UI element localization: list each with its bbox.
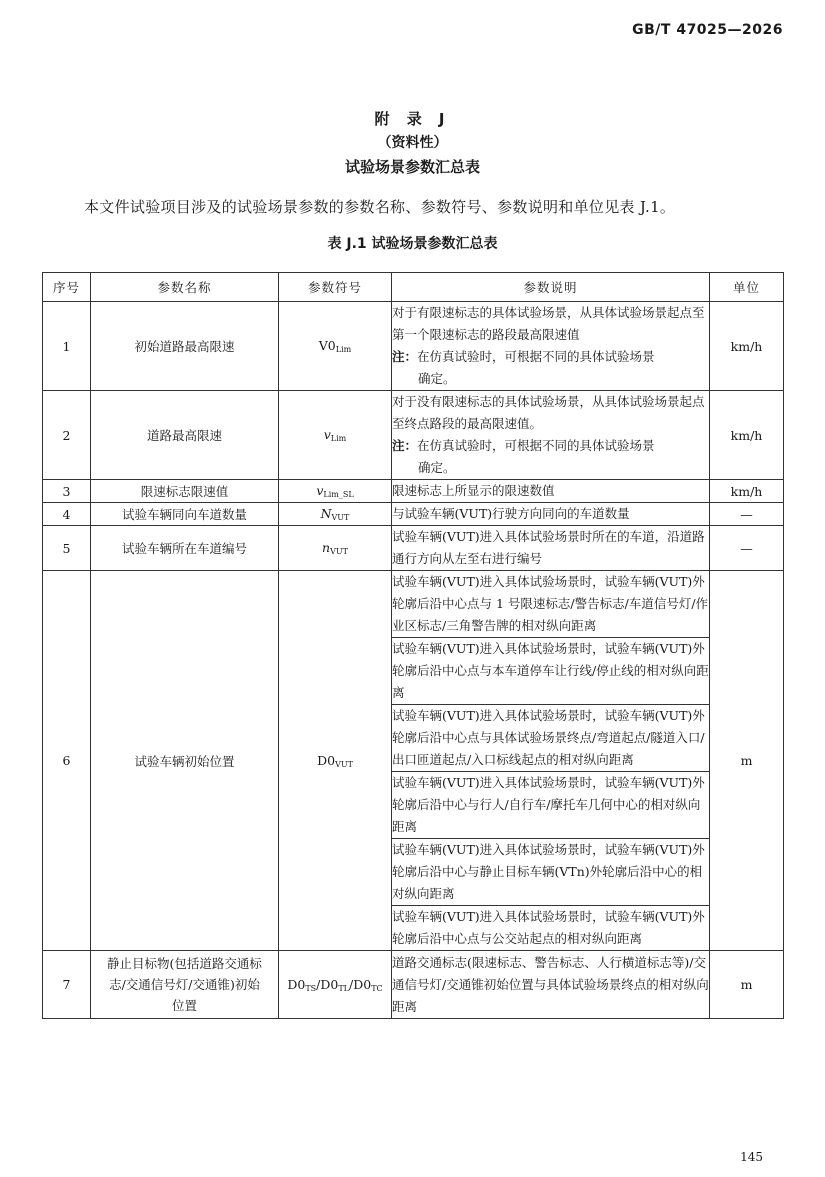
intro-paragraph: 本文件试验项目涉及的试验场景参数的参数名称、参数符号、参数说明和单位见表 J.1。 (84, 198, 676, 216)
param-symbol: $D0_{VUT}$ (279, 571, 392, 951)
row-index: 1 (43, 302, 91, 391)
param-name: 静止目标物(包括道路交通标志/交通信号灯/交通锥)初始位置 (91, 951, 279, 1019)
param-name: 限速标志限速值 (91, 480, 279, 503)
row-index: 7 (43, 951, 91, 1019)
header-description: 参数说明 (392, 273, 710, 302)
param-name: 初始道路最高限速 (91, 302, 279, 391)
param-description: 对于有限速标志的具体试验场景，从具体试验场景起点至第一个限速标志的路段最高限速值 注：在仿真试验时，可根据不同的具体试验场景 确定。 (392, 302, 710, 391)
header-symbol: 参数符号 (279, 273, 392, 302)
appendix-heading: 试验场景参数汇总表 (344, 158, 480, 176)
param-symbol: $n_{VUT}$ (279, 526, 392, 571)
param-symbol: $v_{Lim\_SL}$ (279, 480, 392, 503)
param-description: 试验车辆(VUT)进入具体试验场景时，试验车辆(VUT)外轮廓后沿中心与静止目标车辆(VTn)外轮廓后沿中心的相对纵向距离 (392, 839, 710, 906)
param-unit: km/h (710, 480, 784, 503)
table-caption: 表 J.1 试验场景参数汇总表 (327, 236, 498, 252)
parameter-table (42, 272, 784, 1019)
param-unit: m (710, 571, 784, 951)
param-unit: km/h (710, 302, 784, 391)
param-description: 试验车辆(VUT)进入具体试验场景时，试验车辆(VUT)外轮廓后沿中心点与本车道停车让行线/停止线的相对纵向距离 (392, 638, 710, 705)
page-number: 145 (740, 1150, 763, 1164)
param-description: 试验车辆(VUT)进入具体试验场景时，试验车辆(VUT)外轮廓后沿中心点与具体试验场景终点/弯道起点/隧道入口/出口匝道起点/入口标线起点的相对纵向距离 (392, 705, 710, 772)
row-index: 3 (43, 480, 91, 503)
table-row (43, 571, 784, 638)
param-name: 试验车辆所在车道编号 (91, 526, 279, 571)
param-unit: km/h (710, 391, 784, 480)
param-name: 道路最高限速 (91, 391, 279, 480)
param-description: 限速标志上所显示的限速数值 (392, 480, 710, 503)
table-row (43, 503, 784, 526)
header-name: 参数名称 (91, 273, 279, 302)
param-description: 试验车辆(VUT)进入具体试验场景时所在的车道，沿道路通行方向从左至右进行编号 (392, 526, 710, 571)
param-symbol: $D0_{TS}/D0_{TL}/D0_{TC}$ (279, 951, 392, 1019)
param-description: 试验车辆(VUT)进入具体试验场景时，试验车辆(VUT)外轮廓后沿中心与行人/自行车/摩托车几何中心的相对纵向距离 (392, 772, 710, 839)
row-index: 2 (43, 391, 91, 480)
standard-number: GB/T 47025—2026 (632, 22, 783, 38)
param-symbol: $v_{Lim}$ (279, 391, 392, 480)
table-row (43, 951, 784, 1019)
param-description: 对于没有限速标志的具体试验场景，从具体试验场景起点至终点路段的最高限速值。 注：在仿真试验时，可根据不同的具体试验场景 确定。 (392, 391, 710, 480)
param-unit: — (710, 503, 784, 526)
param-description: 试验车辆(VUT)进入具体试验场景时，试验车辆(VUT)外轮廓后沿中心点与 1 号限速标志/警告标志/车道信号灯/作业区标志/三角警告牌的相对纵向距离 (392, 571, 710, 638)
param-unit: — (710, 526, 784, 571)
appendix-nature: （资料性） (377, 135, 448, 151)
param-description: 与试验车辆(VUT)行驶方向同向的车道数量 (392, 503, 710, 526)
param-symbol: $V0_{Lim}$ (279, 302, 392, 391)
param-name: 试验车辆初始位置 (91, 571, 279, 951)
row-index: 5 (43, 526, 91, 571)
table-row (43, 391, 784, 480)
appendix-title: 附 录 J (374, 110, 451, 128)
header-unit: 单位 (710, 273, 784, 302)
param-symbol: $N_{VUT}$ (279, 503, 392, 526)
param-name: 试验车辆同向车道数量 (91, 503, 279, 526)
param-description: 试验车辆(VUT)进入具体试验场景时，试验车辆(VUT)外轮廓后沿中心点与公交站起点的相对纵向距离 (392, 906, 710, 951)
row-index: 6 (43, 571, 91, 951)
param-description: 道路交通标志(限速标志、警告标志、人行横道标志等)/交通信号灯/交通锥初始位置与具体试验场景终点的相对纵向距离 (392, 951, 710, 1019)
table-row (43, 480, 784, 503)
table-row (43, 526, 784, 571)
row-index: 4 (43, 503, 91, 526)
table-row (43, 302, 784, 391)
table-header-row (43, 273, 784, 302)
header-index: 序号 (43, 273, 91, 302)
param-unit: m (710, 951, 784, 1019)
